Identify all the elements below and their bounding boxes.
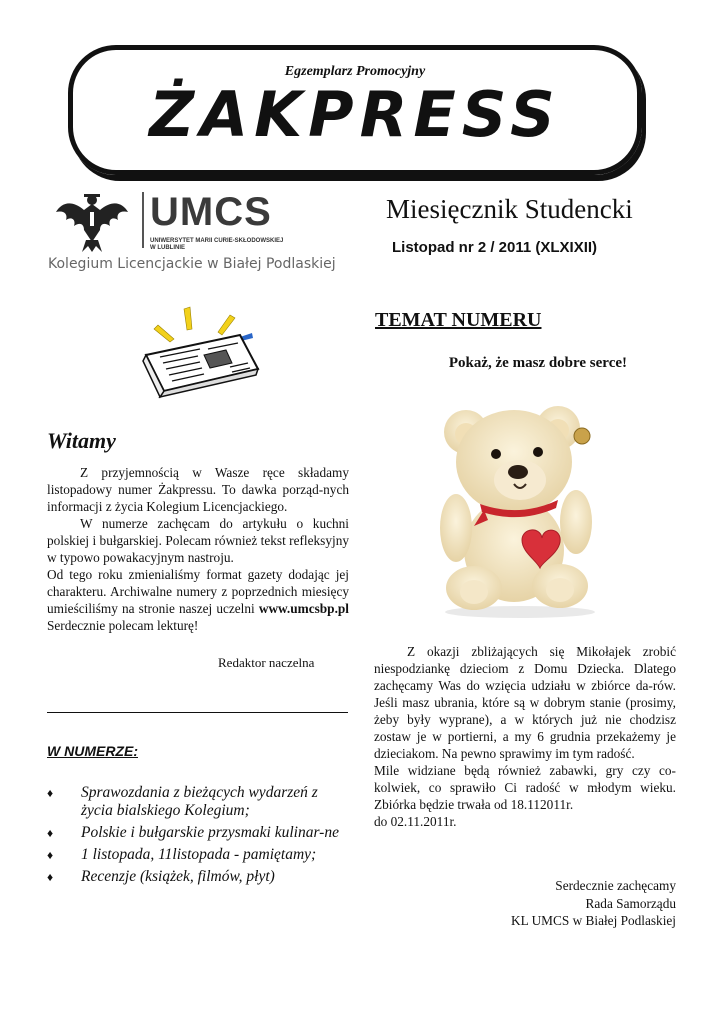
topic-subtitle: Pokaż, że masz dobre serce!: [448, 355, 627, 371]
website-link[interactable]: www.umcsbp.pl: [258, 601, 349, 616]
signoff-line: Rada Samorządu: [585, 895, 676, 911]
bullet-icon: ♦: [47, 786, 54, 800]
list-item-text: Recenzje (książek, filmów, płyt): [81, 868, 275, 885]
welcome-paragraph: W numerze zachęcam do artykułu o kuchni polskiej i bułgarskiej. Polecam również tekst refleksyjny w typowo powakacyjnym nastroju.: [47, 516, 349, 565]
logo-divider: [142, 192, 144, 248]
welcome-paragraph: [47, 566, 349, 634]
list-item: [47, 784, 349, 820]
contents-heading: W NUMERZE:: [47, 743, 138, 759]
college-name: Kolegium Licencjackie w Białej Podlaskiej: [48, 256, 336, 272]
welcome-paragraph: Z przyjemnością w Wasze ręce składamy listopadowy numer Żakpressu. To dawka porząd-nych informacji z życia Kolegium Licencjackiego.: [47, 465, 349, 514]
list-item: [47, 824, 349, 842]
university-name: UNIWERSYTET MARII CURIE-SKŁODOWSKIEJ W LUBLINIE: [150, 238, 284, 251]
umcs-wordmark: UMCS: [150, 190, 272, 234]
bullet-icon: ♦: [47, 870, 54, 884]
welcome-paragraph-text: Od tego roku zmienialiśmy format gazety dodając jej charakteru. Archiwalne numery z poprzednich miesięcy umieściliśmy na stronie naszej uczelni: [47, 567, 349, 616]
list-item-text: Polskie i bułgarskie przysmaki kulinar-ne: [81, 824, 339, 841]
list-item: [47, 868, 349, 886]
welcome-paragraph-end: Serdecznie polecam lekturę!: [47, 618, 199, 633]
masthead-title: ŻAKPRESS: [149, 78, 561, 151]
magazine-title: Miesięcznik Studencki: [386, 194, 633, 224]
article-paragraph: do 02.11.2011r.: [374, 814, 457, 829]
signoff-line: Serdecznie zachęcamy: [555, 878, 676, 893]
signoff-line: KL UMCS w Białej Podlaskiej: [511, 913, 676, 928]
eagle-emblem-icon: [54, 190, 130, 254]
newspaper-icon: [140, 305, 265, 400]
divider: [47, 712, 348, 713]
article-paragraph: Z okazji zbliżających się Mikołajek zrobić niespodziankę dzieciom z Domu Dziecka. Dlatego zachęcamy Was do wzięcia udziału w zbiórce da-rów. Jeśli masz ubrania, które są w dobrym stanie (prosimy, żeby były wyprane), a w których już nie chodzisz zostaw je w portierni, a my 6 grudnia przekażemy je dzieciakom. Na pewno sprawimy im tym radość.: [374, 644, 676, 761]
masthead: [68, 45, 642, 175]
list-item-text: Sprawozdania z bieżących wydarzeń z życia bialskiego Kolegium;: [81, 784, 318, 819]
signoff: [430, 877, 676, 930]
welcome-heading: Witamy: [47, 428, 116, 453]
contents-list: [47, 784, 349, 890]
article-text: [374, 643, 676, 830]
promo-label: Egzemplarz Promocyjny: [284, 64, 426, 79]
bullet-icon: ♦: [47, 826, 54, 840]
teddy-bear-image: [430, 400, 610, 620]
issue-info: Listopad nr 2 / 2011 (XLXIXII): [392, 239, 598, 256]
topic-heading: TEMAT NUMERU: [375, 309, 542, 331]
umcs-logo: [48, 188, 348, 278]
bullet-icon: ♦: [47, 848, 54, 862]
article-paragraph: Mile widziane będą również zabawki, gry czy co-kolwiek, co sprawiło Ci radość w młodym wieku. Zbiórka będzie trwała od 18.112011r.: [374, 763, 676, 812]
list-item: [47, 846, 349, 864]
list-item-text: 1 listopada, 11listopada - pamiętamy;: [81, 846, 317, 863]
editor-signature: Redaktor naczelna: [218, 655, 315, 670]
welcome-text: [47, 464, 349, 634]
